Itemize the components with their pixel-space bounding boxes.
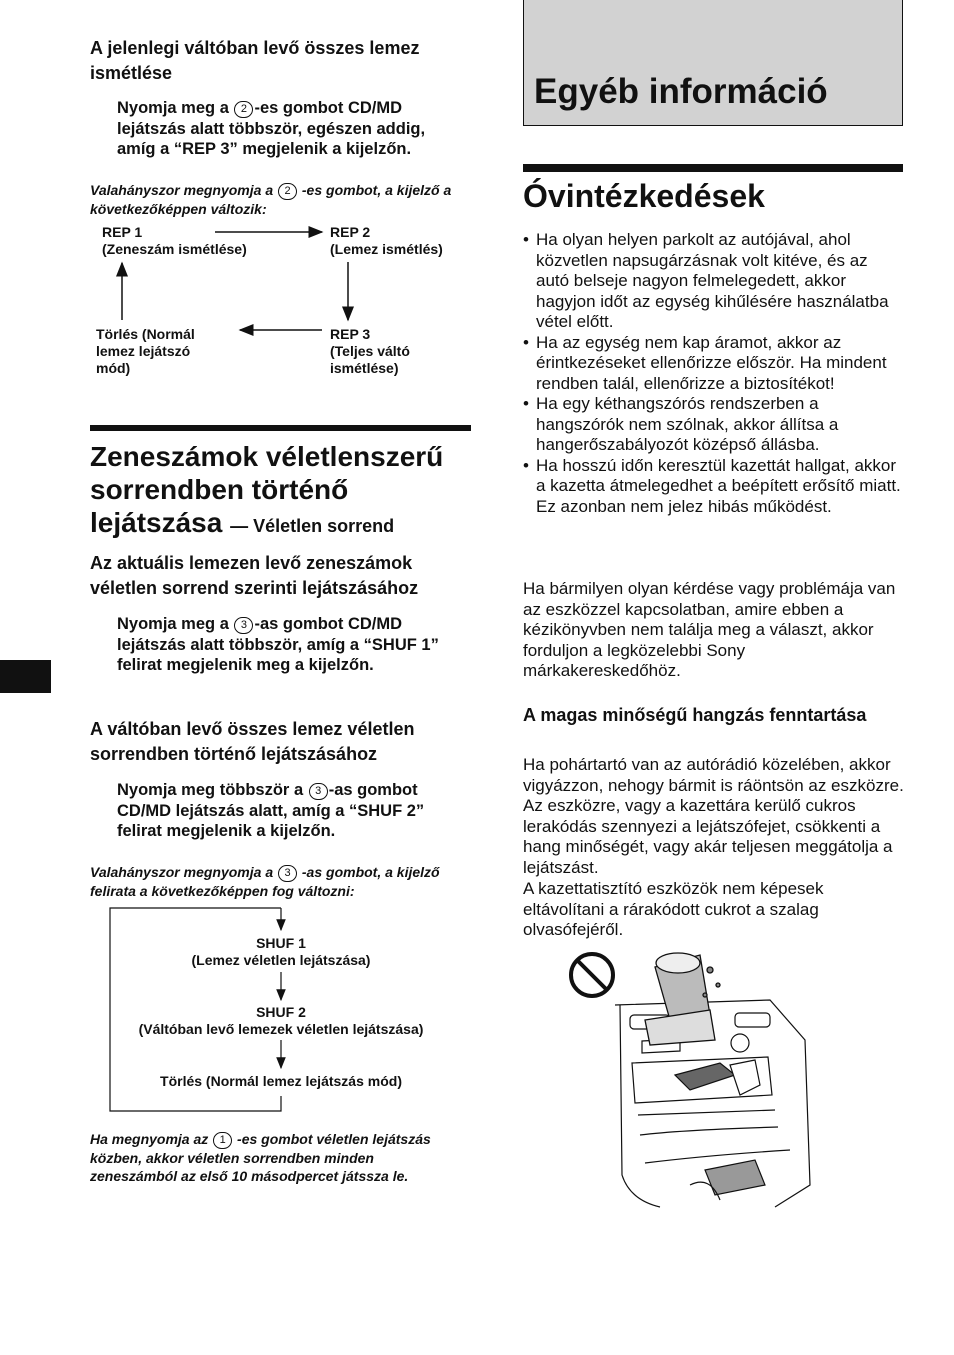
repeat-all-heading: A jelenlegi váltóban levő összes lemez ismétlése (90, 38, 420, 83)
rep1-desc: (Zeneszám ismétlése) (102, 241, 247, 257)
rep2-desc: (Lemez ismétlés) (330, 241, 443, 257)
bullet-icon: • (523, 394, 529, 413)
note-text-post: -es gombot, a kijelző a következőképpen változik: (90, 182, 452, 217)
button-2-icon: 2 (234, 101, 253, 118)
rep3-desc: (Teljes váltó (330, 343, 410, 359)
cassette-illustration (675, 1060, 765, 1200)
precautions-title: Óvintézkedések (523, 178, 765, 214)
no-symbol-icon (571, 954, 613, 996)
shuffle-subtitle: — Véletlen sorrend (230, 516, 395, 536)
shuffle-changer-heading: A váltóban levő összes lemez véletlen sorrendben történő lejátszásához (90, 719, 415, 764)
spill-illustration (560, 945, 815, 1215)
cleaning-text: A kazettatisztító eszközök nem képesek eltávolítani a rárakódott cukrot a szalag olvasófejéről. (523, 879, 824, 939)
shuf1-label (110, 935, 452, 969)
precaution-text: Ha olyan helyen parkolt az autójával, ahol közvetlen napsugárzásnak volt kitéve, és az autó belseje nagyon felmelegedett, akkor hagyjon időt az egység kihűlésére használatba vétel előtt. (536, 230, 889, 331)
rep1-title: REP 1 (102, 224, 143, 240)
button-3-icon: 3 (278, 865, 297, 882)
shuffle-off-label: Törlés (Normál lemez lejátszás mód) (160, 1073, 402, 1089)
step-text-pre: Nyomja meg a (117, 615, 234, 633)
note-text-pre: Ha megnyomja az (90, 1131, 213, 1147)
shuf1-desc: (Lemez véletlen lejátszása) (191, 952, 371, 968)
step-text-pre: Nyomja meg többször a (117, 781, 308, 799)
step-text-post: -es gombot CD/MD lejátszás alatt többször, egészen addig, amíg a “REP 3” megjelenik a kijelzőn. (117, 99, 426, 158)
precaution-item (523, 394, 901, 456)
precautions-rule (523, 164, 903, 172)
shuf2-title: SHUF 2 (256, 1004, 306, 1020)
note-text-post: -es gombot véletlen lejátszás közben, akkor véletlen sorrendben minden zeneszámból az első 10 másodpercet játssza le. (90, 1131, 431, 1184)
shuffle-disc-heading: Az aktuális lemezen levő zeneszámok véletlen sorrend szerinti lejátszásához (90, 553, 419, 598)
rep-off-title: Törlés (Normál (96, 326, 195, 342)
precaution-text: Ha hosszú időn keresztül kazettát hallgat, akkor a kazetta átmelegedhet a beépített erősítő miatt. Ez azonban nem jelez hibás működést. (536, 455, 901, 516)
note-text-post: -as gombot, a kijelző felirata a következőképpen fog változni: (90, 864, 440, 899)
precautions-list (523, 230, 901, 517)
note-text-pre: Valahányszor megnyomja a (90, 864, 277, 880)
bullet-icon: • (523, 455, 529, 475)
precaution-text: Ha az egység nem kap áramot, akkor az érintkezéseket ellenőrizze először. Ha mindent rendben talál, ellenőrizze a biztosítékot! (536, 332, 887, 393)
rep2-title: REP 2 (330, 224, 371, 240)
step-text-post: -as gombot CD/MD lejátszás alatt, amíg a “SHUF 2” felirat megjelenik a kijelzőn. (117, 781, 425, 840)
bullet-icon: • (523, 332, 529, 352)
precaution-text: Ha egy kéthangszórós rendszerben a hangszórók nem szólnak, akkor állítsa a hangerőszabályozót középső állásba. (536, 394, 839, 454)
section-title: Egyéb információ (534, 72, 828, 111)
button-1-icon: 1 (213, 1132, 232, 1149)
rep-off-desc: lemez lejátszó (96, 343, 191, 359)
sound-text: Ha pohártartó van az autórádió közelében, akkor vigyázzon, nehogy bármit is ráöntsön az eszközre. Az eszközre, vagy a kazettára kerülő cukros lerakódás szennyezi a lejátszófejet, csökkenti a hang minőségét, vagy akár teljesen meggátolja a lejátszást. (523, 755, 904, 877)
page-side-tab (0, 660, 51, 693)
precaution-item (523, 332, 901, 395)
shuffle-final-note (90, 1130, 460, 1185)
section-title-box (523, 0, 903, 126)
shuf2-desc: (Váltóban levő lemezek véletlen lejátszása) (138, 1021, 424, 1037)
sound-heading: A magas minőségű hangzás fenntartása (523, 705, 867, 725)
shuf1-title: SHUF 1 (256, 935, 306, 951)
contact-text: Ha bármilyen olyan kérdése vagy problémája van az eszközzel kapcsolatban, amire ebben a kézikönyvben nem találja meg a választ, akkor forduljon a legközelebbi Sony márkakereskedőhöz. (523, 579, 896, 680)
bullet-icon: • (523, 230, 529, 249)
step-text-post: -as gombot CD/MD lejátszás alatt többször, amíg a “SHUF 1” felirat megjelenik meg a kijelzőn. (117, 615, 439, 674)
step-text-pre: Nyomja meg a (117, 99, 234, 117)
shuffle-title-text: Zeneszámok véletlenszerű sorrendben történő lejátszása (90, 441, 444, 538)
shuf2-label (110, 1004, 452, 1038)
button-3-icon: 3 (234, 617, 253, 634)
button-3-icon: 3 (309, 783, 328, 800)
rep-off-desc-2: mód) (96, 360, 131, 376)
rep3-title: REP 3 (330, 326, 371, 342)
spilled-cup-illustration (645, 953, 720, 1045)
note-text-pre: Valahányszor megnyomja a (90, 182, 277, 198)
precaution-item (523, 455, 901, 518)
precaution-item (523, 230, 901, 333)
rep3-desc-2: ismétlése) (330, 360, 399, 376)
button-2-icon: 2 (278, 183, 297, 200)
